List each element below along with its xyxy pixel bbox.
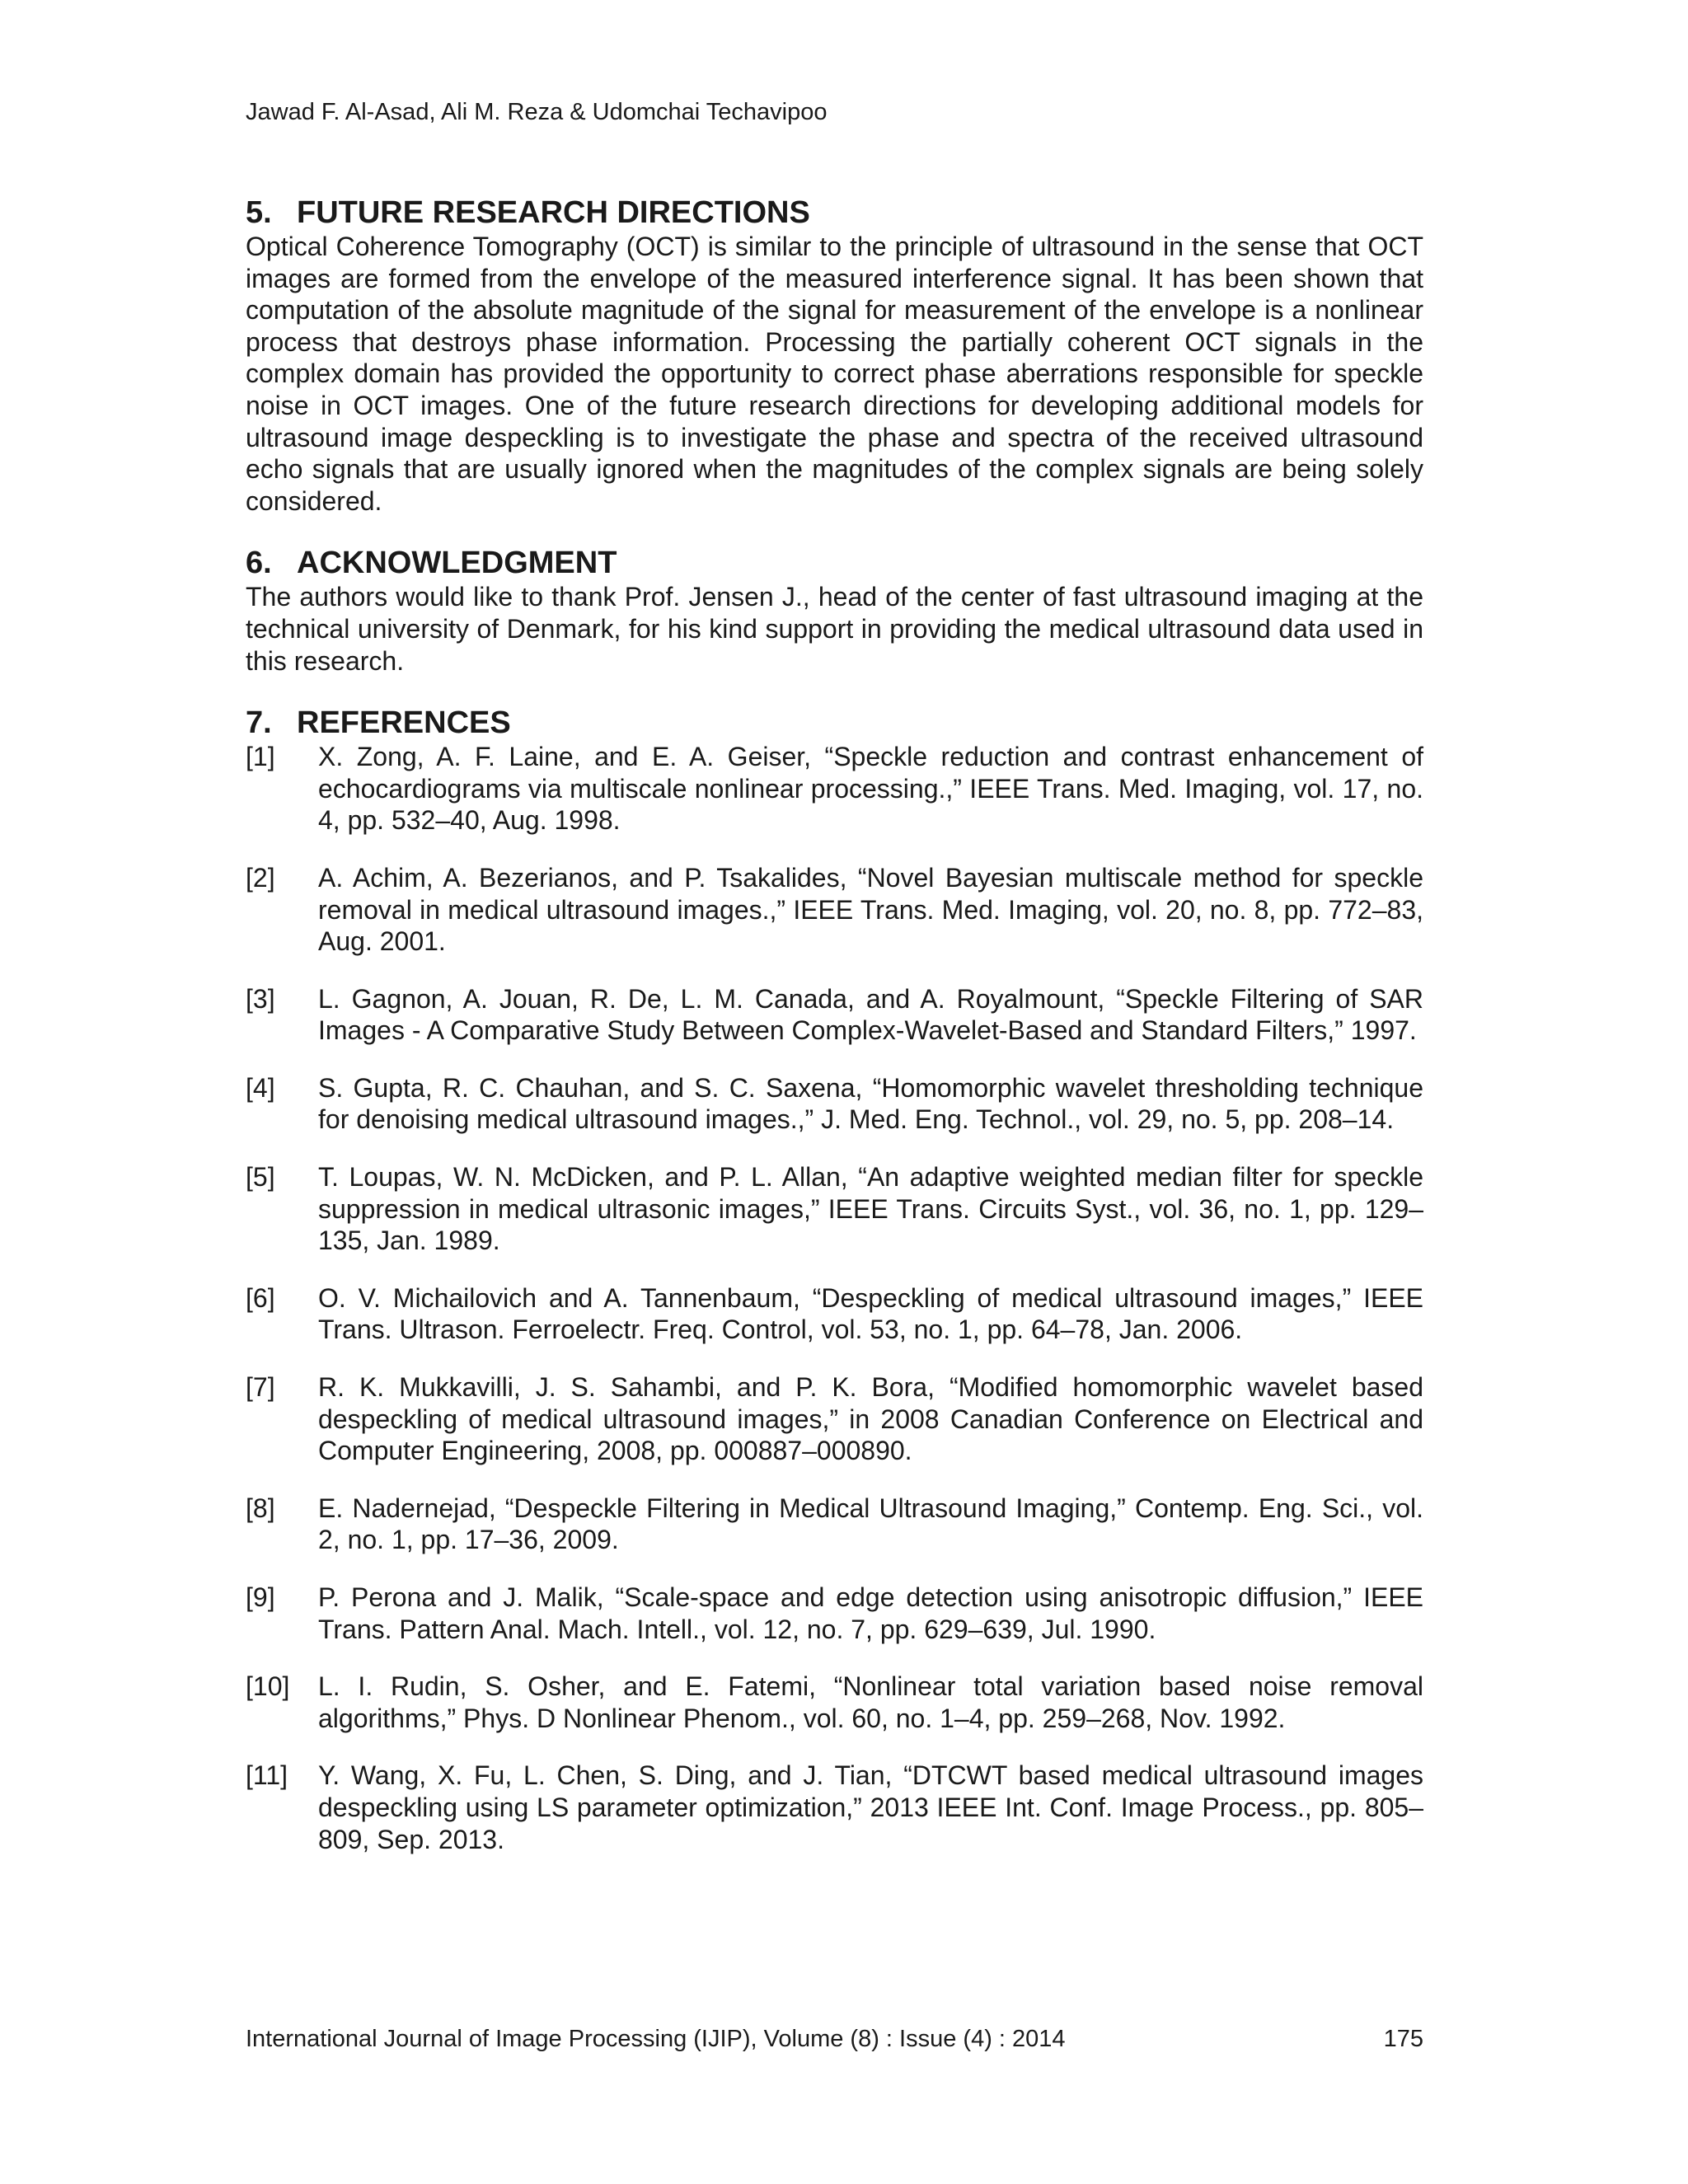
reference-item: [246, 1671, 1423, 1734]
reference-label: [3]: [246, 983, 275, 1014]
reference-item: [246, 1493, 1423, 1556]
reference-list: [246, 741, 1423, 1855]
reference-label: [4]: [246, 1072, 275, 1103]
reference-text: O. V. Michailovich and A. Tannenbaum, “Despeckling of medical ultrasound images,” IEEE Trans. Ultrason. Ferroelectr. Freq. Control, vol. 53, no. 1, pp. 64–78, Jan. 2006.: [318, 1282, 1423, 1345]
reference-label: [1]: [246, 742, 275, 772]
section-number: 6.: [246, 546, 272, 581]
footer-journal: International Journal of Image Processing (IJIP), Volume (8) : Issue (4) : 2014: [246, 2026, 1066, 2052]
reference-item: [246, 1282, 1423, 1346]
reference-label: [11]: [246, 1760, 288, 1791]
section-heading-acknowledgment: [246, 545, 1423, 581]
running-header-authors: Jawad F. Al-Asad, Ali M. Reza & Udomchai Techavipoo: [246, 99, 828, 125]
reference-item: [246, 1072, 1423, 1136]
reference-label: [10]: [246, 1671, 290, 1702]
reference-text: S. Gupta, R. C. Chauhan, and S. C. Saxena, “Homomorphic wavelet thresholding technique for denoising medical ultrasound images.,” J. Med. Eng. Technol., vol. 29, no. 5, pp. 208–14.: [318, 1072, 1423, 1135]
reference-text: L. I. Rudin, S. Osher, and E. Fatemi, “Nonlinear total variation based noise removal algorithms,” Phys. D Nonlinear Phenom., vol. 60, no. 1–4, pp. 259–268, Nov. 1992.: [318, 1671, 1423, 1733]
section-number: 7.: [246, 705, 272, 741]
reference-label: [7]: [246, 1372, 275, 1403]
section-spacer: [246, 677, 1423, 705]
reference-label: [2]: [246, 862, 275, 893]
reference-item: [246, 741, 1423, 837]
reference-label: [6]: [246, 1282, 275, 1313]
reference-item: [246, 1760, 1423, 1855]
reference-text: E. Nadernejad, “Despeckle Filtering in Medical Ultrasound Imaging,” Contemp. Eng. Sci., vol. 2, no. 1, pp. 17–36, 2009.: [318, 1493, 1423, 1555]
reference-label: [5]: [246, 1162, 275, 1193]
reference-text: P. Perona and J. Malik, “Scale-space and edge detection using anisotropic diffusion,” IEEE Trans. Pattern Anal. Mach. Intell., vol. 12, no. 7, pp. 629–639, Jul. 1990.: [318, 1582, 1423, 1644]
reference-item: [246, 1371, 1423, 1467]
reference-text: R. K. Mukkavilli, J. S. Sahambi, and P. K. Bora, “Modified homomorphic wavelet based despeckling of medical ultrasound images,” in 2008 Canadian Conference on Electrical and Computer Engineering, 2008, pp. 000887–000890.: [318, 1372, 1423, 1466]
reference-item: [246, 983, 1423, 1047]
reference-item: [246, 1582, 1423, 1645]
section-title: ACKNOWLEDGMENT: [297, 546, 617, 581]
reference-item: [246, 1161, 1423, 1257]
future-research-paragraph: Optical Coherence Tomography (OCT) is similar to the principle of ultrasound in the sense that OCT images are formed from the envelope of the measured interference signal. It has been shown that computation of the absolute magnitude of the signal for measurement of the envelope is a nonlinear process that destroys phase information. Processing the partially coherent OCT signals in the complex domain has provided the opportunity to correct phase aberrations responsible for speckle noise in OCT images. One of the future research directions for developing additional models for ultrasound image despeckling is to investigate the phase and spectra of the received ultrasound echo signals that are usually ignored when the magnitudes of the complex signals are being solely considered.: [246, 232, 1423, 516]
reference-text: A. Achim, A. Bezerianos, and P. Tsakalides, “Novel Bayesian multiscale method for speckle removal in medical ultrasound images.,” IEEE Trans. Med. Imaging, vol. 20, no. 8, pp. 772–83, Aug. 2001.: [318, 862, 1423, 957]
reference-text: T. Loupas, W. N. McDicken, and P. L. Allan, “An adaptive weighted median filter for speckle suppression in medical ultrasonic images,” IEEE Trans. Circuits Syst., vol. 36, no. 1, pp. 129–135, Jan. 1989.: [318, 1162, 1423, 1256]
acknowledgment-paragraph: The authors would like to thank Prof. Jensen J., head of the center of fast ultrasound imaging at the technical university of Denmark, for his kind support in providing the medical ultrasound data used in this research.: [246, 582, 1423, 676]
section-spacer: [246, 517, 1423, 545]
section-title: REFERENCES: [297, 705, 511, 741]
reference-label: [9]: [246, 1582, 275, 1612]
section-number: 5.: [246, 195, 272, 230]
section-heading-references: [246, 705, 1423, 741]
reference-label: [8]: [246, 1493, 275, 1523]
section-title: FUTURE RESEARCH DIRECTIONS: [297, 195, 810, 230]
reference-text: X. Zong, A. F. Laine, and E. A. Geiser, “Speckle reduction and contrast enhancement of echocardiograms via multiscale nonlinear processing.,” IEEE Trans. Med. Imaging, vol. 17, no. 4, pp. 532–40, Aug. 1998.: [318, 742, 1423, 836]
main-content: [246, 194, 1423, 1881]
footer-page-number: 175: [1383, 2026, 1423, 2052]
reference-text: L. Gagnon, A. Jouan, R. De, L. M. Canada, and A. Royalmount, “Speckle Filtering of SAR Images - A Comparative Study Between Complex-Wavelet-Based and Standard Filters,” 1997.: [318, 983, 1423, 1046]
reference-item: [246, 862, 1423, 958]
section-heading-future-research: [246, 194, 1423, 231]
reference-text: Y. Wang, X. Fu, L. Chen, S. Ding, and J. Tian, “DTCWT based medical ultrasound images despeckling using LS parameter optimization,” 2013 IEEE Int. Conf. Image Process., pp. 805–809, Sep. 2013.: [318, 1760, 1423, 1854]
